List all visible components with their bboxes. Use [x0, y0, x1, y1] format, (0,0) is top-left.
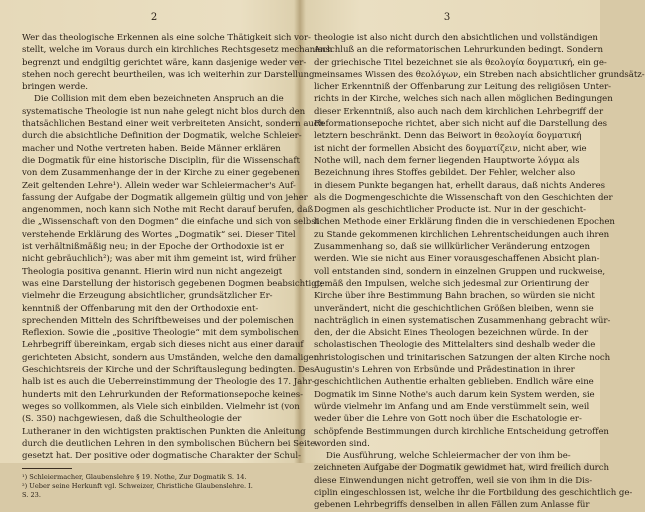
- page-number-right: 3: [443, 12, 451, 23]
- text-line: in diesem Punkte begangen hat, erhellt daraus, daß nichts Anderes: [314, 180, 605, 191]
- text-line: durch die deutlichen Lehren in den symbolischen Büchern bei Seite: [22, 438, 316, 449]
- text-line: Reformationsepoche richtet, aber sich nicht auf die Darstellung des: [314, 119, 607, 130]
- text-line: gemäß den Impulsen, welche sich jedesmal zur Orientirung der: [314, 278, 589, 289]
- right-page-text: [314, 32, 645, 512]
- text-line: voll entstanden sind, sondern in einzelnen Gruppen und ruckweise,: [314, 266, 606, 277]
- text-line: Theologia positiva genannt. Hierin wird nun nicht angezeigt: [22, 266, 283, 277]
- text-line: begrenzt und endgiltig gerichtet wäre, kann dasjenige weder ver-: [22, 57, 307, 68]
- text-line: worden sind.: [314, 438, 370, 449]
- text-line: angenommen, noch kann sich Nothe mit Recht darauf berufen, daß: [22, 205, 314, 216]
- text-line: weder über die Lehre von Gott noch über die Eschatologie er-: [314, 414, 582, 425]
- text-line: Augustin's Lehren von Erbsünde und Prädestination in ihrer: [314, 365, 575, 376]
- text-line: richts in der Kirche, welches sich nach allen möglichen Bedingungen: [314, 94, 613, 105]
- text-line: Anschluß an die reformatorischen Lehrurkunden bedingt. Sondern: [314, 45, 603, 56]
- text-line: die Dogmatik für eine historische Disciplin, für die Wissenschaft: [22, 155, 300, 166]
- text-line: Zeit geltenden Lehre¹). Allein weder war Schleiermacher's Auf-: [22, 180, 296, 191]
- text-line: gerichteten Absicht, sondern aus Umständen, welche den damaligen: [22, 352, 320, 363]
- text-line: gesetzt hat. Der positive oder dogmatische Charakter der Schul-: [22, 451, 301, 462]
- text-line: von dem Zusammenhange der in der Kirche zu einer gegebenen: [22, 168, 300, 179]
- text-line: stellt, welche im Voraus durch ein kirchliches Rechtsgesetz mechanisch: [22, 45, 333, 56]
- text-line: weges so vollkommen, als Viele sich einbilden. Vielmehr ist (von: [22, 401, 300, 412]
- text-line: bringen werde.: [22, 82, 88, 93]
- left-page-footnotes: [22, 473, 286, 500]
- text-line: Lutheraner in den wichtigsten praktischen Punkten die Anleitung: [22, 426, 306, 437]
- text-line: stehen noch gerecht beurtheilen, was ich weiterhin zur Darstellung: [22, 69, 315, 80]
- text-line: fassung der Aufgabe der Dogmatik allgemein gültig und von jeher: [22, 192, 308, 203]
- text-line: Dogmatik im Sinne Nothe's auch darum kein System werden, sie: [314, 389, 595, 400]
- text-line: Wer das theologische Erkennen als eine solche Thätigkeit sich vor-: [22, 33, 311, 43]
- text-line: scholastischen Theologie des Mittelalters sind deshalb weder die: [314, 340, 596, 351]
- footnote-line: ¹) Schleiermacher, Glaubenslehre § 19. Nothe, Zur Dogmatik S. 14.: [22, 473, 247, 482]
- text-line: würde vielmehr im Anfang und am Ende verstümmelt sein, weil: [314, 401, 590, 412]
- text-line: die „Wissenschaft von den Dogmen“ die einfache und sich von selbst: [22, 217, 319, 228]
- text-line: zeichneten Aufgabe der Dogmatik gewidmet hat, wird freilich durch: [314, 463, 609, 474]
- text-line: vielmehr die Erzeugung absichtlicher, grundsätzlicher Er-: [22, 291, 273, 302]
- text-line: durch die absichtliche Definition der Dogmatik, welche Schleier-: [22, 131, 302, 142]
- text-line: Reflexion. Sowie die „positive Theologie“ mit dem symbolischen: [22, 328, 299, 339]
- text-line: Die Collision mit dem eben bezeichneten Anspruch an die: [34, 94, 284, 105]
- text-line: diese Einwendungen nicht getroffen, weil sie von ihm in die Dis-: [314, 475, 593, 486]
- text-line: sprechenden Mitteln des Schriftbeweises und der polemischen: [22, 315, 294, 326]
- text-line: kenntniß der Offenbarung mit den der Orthodoxie ent-: [22, 303, 259, 314]
- text-line: geschichtlichen Authentie erhalten geblieben. Endlich wäre eine: [314, 377, 594, 388]
- text-line: gebenen Lehrbegriffs denselben in allen Fällen zum Anlasse für: [314, 500, 590, 511]
- text-line: den, der die Absicht Eines Theologen bezeichnen würde. In der: [314, 328, 589, 339]
- text-line: als die Dogmengeschichte die Wissenschaft von den Geschichten der: [314, 192, 613, 203]
- text-line: ist verhältnißmäßig neu; in der Epoche der Orthodoxie ist er: [22, 242, 284, 253]
- text-line: Zusammenhang so, daß sie willkürlicher Veränderung entzogen: [314, 242, 590, 253]
- footnote-line: S. 23.: [22, 491, 41, 500]
- text-line: dieser Erkenntniß, also auch nach dem kirchlichen Lehrbegriff der: [314, 106, 604, 117]
- text-line: Geschichtsreis der Kirche und der Schriftauslegung bedingten. Des-: [22, 365, 318, 376]
- text-line: ist nicht der formellen Absicht des δογματίζειν, nicht aber, wie: [314, 143, 587, 154]
- footnote-line: ²) Ueber seine Herkunft vgl. Schweizer, Christliche Glaubenslehre. I.: [22, 482, 253, 491]
- text-line: Dogmen als geschichtlicher Producte ist. Nur in der geschicht-: [314, 205, 587, 216]
- text-line: werden. Wie sie nicht aus Einer vorausgeschaffenen Absicht plan-: [314, 254, 600, 265]
- text-line: licher Erkenntniß der Offenbarung zur Leitung des religiösen Unter-: [314, 82, 611, 93]
- text-line: nicht gebräuchlich²); was aber mit ihm gemeint ist, wird früher: [22, 254, 296, 265]
- text-line: was eine Darstellung der historisch gegebenen Dogmen beabsichtigt;: [22, 278, 323, 289]
- text-line: hunderts mit den Lehrurkunden der Reformationsepoche keines-: [22, 389, 303, 400]
- footnote-rule: [22, 468, 72, 469]
- text-line: Kirche über ihre Bestimmung Bahn brachen, so würden sie nicht: [314, 291, 595, 302]
- text-line: Nothe will, nach dem ferner liegenden Hauptworte λόγμα als: [314, 155, 580, 166]
- text-line: der griechische Titel bezeichnet sie als θεολογία δογματική, ein ge-: [314, 57, 607, 68]
- text-line: christologischen und trinitarischen Satzungen der alten Kirche noch: [314, 352, 611, 363]
- right-page: [300, 0, 645, 511]
- text-line: unverändert, nicht die geschichtlichen Größen bleiben, wenn sie: [314, 303, 594, 314]
- left-page-text: [22, 32, 333, 462]
- page-number-left: 2: [150, 12, 158, 23]
- text-line: Bezeichnung ihres Stoffes gebildet. Der Fehler, welcher also: [314, 168, 576, 179]
- text-line: schöpfende Bestimmungen durch kirchliche Entscheidung getroffen: [314, 426, 609, 437]
- text-line: nachträglich in einen systematischen Zusammenhang gebracht wür-: [314, 315, 611, 326]
- text-line: Die Ausführung, welche Schleiermacher der von ihm be-: [326, 451, 571, 462]
- text-line: letztern beschränkt. Denn das Beiwort in θεολογία δογματική: [314, 131, 582, 142]
- text-line: systematische Theologie ist nun nahe gelegt nicht blos durch den: [22, 106, 306, 117]
- text-line: lichen Methode einer Erklärung finden die in verschiedenen Epochen: [314, 217, 615, 228]
- text-line: halb ist es auch die Ueberreinstimmung der Theologie des 17. Jahr-: [22, 377, 315, 388]
- text-line: thatsächlichen Bestand einer weit verbreiteten Ansicht, sondern auch: [22, 119, 325, 130]
- text-line: meinsames Wissen des θεολόγων, ein Streben nach absichtlicher grundsätz-: [314, 69, 645, 80]
- text-line: Lehrbegriff übereinkam, ergab sich dieses nicht aus einer darauf: [22, 340, 304, 351]
- text-line: theologie ist also nicht durch den absichtlichen und vollständigen: [314, 33, 598, 43]
- text-line: verstehende Erklärung des Wortes „Dogmatik“ sei. Dieser Titel: [22, 229, 296, 240]
- text-line: ciplin eingeschlossen ist, welche ihr die Fortbildung des geschichtlich ge-: [314, 487, 633, 498]
- text-line: macher und Nothe vertreten haben. Beide Männer erklären: [22, 143, 281, 154]
- text-line: (S. 350) nachgewiesen, daß die Schultheologie der: [22, 414, 242, 425]
- text-line: zu Stande gekommenen kirchlichen Lehrentscheidungen auch ihren: [314, 229, 610, 240]
